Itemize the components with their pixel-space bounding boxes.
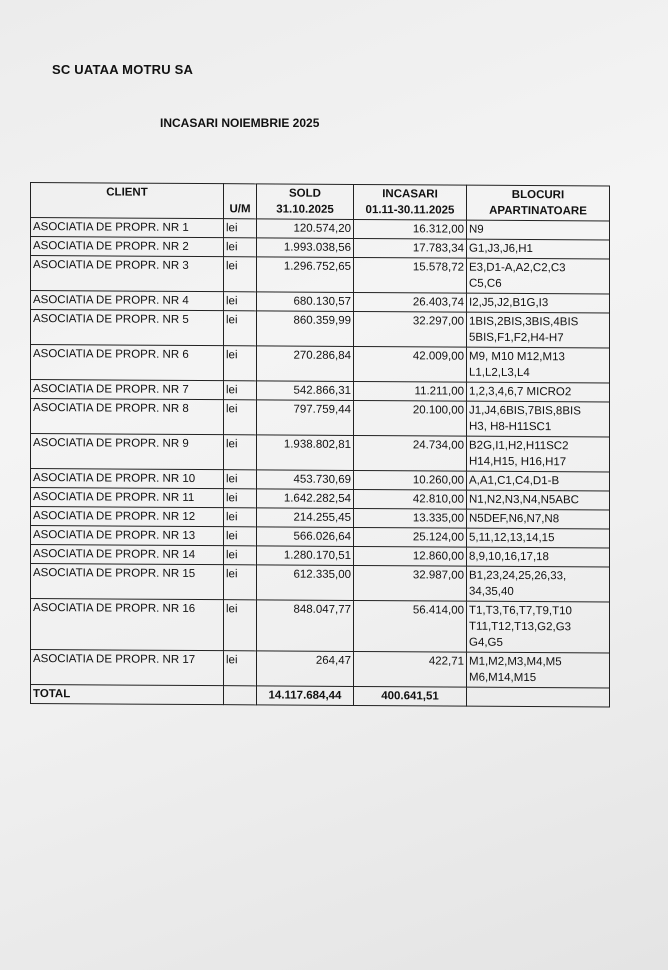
client-cell: ASOCIATIA DE PROPR. NR 7 xyxy=(31,380,224,400)
header-sold-line2: 31.10.2025 xyxy=(276,203,334,216)
blocuri-line: N1,N2,N3,N4,N5ABC xyxy=(469,493,579,507)
blocuri-cell xyxy=(467,490,610,510)
incasari-cell: 16.312,00 xyxy=(354,219,467,239)
sold-cell: 1.296.752,65 xyxy=(257,257,354,293)
total-row xyxy=(31,685,610,708)
table-row xyxy=(31,310,610,349)
blocuri-line: B1,23,24,25,26,33, xyxy=(469,569,567,583)
blocuri-line: C5,C6 xyxy=(469,277,502,290)
blocuri-line: M9, M10 M12,M13 xyxy=(469,350,565,364)
total-incasari: 400.641,51 xyxy=(354,686,467,706)
sold-cell: 612.335,00 xyxy=(257,565,354,601)
blocuri-cell xyxy=(467,293,610,313)
payments-table xyxy=(30,182,610,708)
sold-cell: 542.866,31 xyxy=(257,381,354,401)
blocuri-line: H3, H8-H11SC1 xyxy=(469,420,552,434)
blocuri-line: N5DEF,N6,N7,N8 xyxy=(469,512,560,526)
client-cell: ASOCIATIA DE PROPR. NR 15 xyxy=(31,564,224,600)
blocuri-cell xyxy=(467,239,610,259)
sold-cell: 566.026,64 xyxy=(257,527,354,547)
client-cell: ASOCIATIA DE PROPR. NR 1 xyxy=(31,218,224,238)
header-incasari-line1: INCASARI xyxy=(382,188,438,201)
incasari-cell: 25.124,00 xyxy=(354,527,467,547)
um-cell: lei xyxy=(224,546,257,565)
incasari-cell: 20.100,00 xyxy=(354,400,467,436)
um-cell: lei xyxy=(224,600,257,651)
sold-cell: 120.574,20 xyxy=(257,219,354,239)
table-row xyxy=(31,434,610,473)
incasari-cell: 422,71 xyxy=(354,651,467,687)
blocuri-line: M6,M14,M15 xyxy=(469,671,537,685)
sold-cell: 860.359,99 xyxy=(257,311,354,347)
incasari-cell: 11.211,00 xyxy=(354,381,467,401)
header-blocuri xyxy=(467,185,610,221)
blocuri-line: G1,J3,J6,H1 xyxy=(469,242,533,256)
blocuri-line: A,A1,C1,C4,D1-B xyxy=(469,474,560,488)
um-cell: lei xyxy=(224,400,257,435)
blocuri-line: N9 xyxy=(469,223,484,236)
header-client: CLIENT xyxy=(31,183,224,219)
blocuri-cell xyxy=(467,312,610,348)
blocuri-line: 1BIS,2BIS,3BIS,4BIS xyxy=(469,315,579,329)
table-row xyxy=(31,345,610,384)
table-row xyxy=(31,599,610,654)
client-cell: ASOCIATIA DE PROPR. NR 10 xyxy=(31,469,224,489)
sold-cell: 1.280.170,51 xyxy=(257,546,354,566)
blocuri-line: 1,2,3,4,6,7 MICRO2 xyxy=(469,385,572,399)
client-cell: ASOCIATIA DE PROPR. NR 16 xyxy=(31,599,224,651)
blocuri-cell xyxy=(467,401,610,437)
um-cell: lei xyxy=(224,527,257,546)
blocuri-cell xyxy=(467,566,610,602)
incasari-cell: 10.260,00 xyxy=(354,470,467,490)
total-um-cell xyxy=(224,686,257,705)
blocuri-line: 5BIS,F1,F2,H4-H7 xyxy=(469,331,564,345)
incasari-cell: 15.578,72 xyxy=(354,257,467,293)
sold-cell: 264,47 xyxy=(257,651,354,687)
blocuri-cell xyxy=(467,652,610,688)
table-row xyxy=(31,564,610,603)
blocuri-cell xyxy=(467,220,610,240)
incasari-cell: 12.860,00 xyxy=(354,546,467,566)
blocuri-line: G4,G5 xyxy=(469,636,503,649)
client-cell: ASOCIATIA DE PROPR. NR 12 xyxy=(31,507,224,527)
incasari-cell: 24.734,00 xyxy=(354,435,467,471)
sold-cell: 1.938.802,81 xyxy=(257,435,354,471)
header-sold xyxy=(257,184,354,220)
sold-cell: 1.642.282,54 xyxy=(257,489,354,509)
blocuri-line: T1,T3,T6,T7,T9,T10 xyxy=(469,604,572,618)
blocuri-line: E3,D1-A,A2,C2,C3 xyxy=(469,261,566,275)
table-header-row xyxy=(31,183,610,222)
um-cell: lei xyxy=(224,292,257,311)
table-row xyxy=(31,650,610,689)
client-cell: ASOCIATIA DE PROPR. NR 14 xyxy=(31,545,224,565)
blocuri-cell xyxy=(467,347,610,383)
blocuri-line: T11,T12,T13,G2,G3 xyxy=(469,620,572,634)
um-cell: lei xyxy=(224,219,257,238)
company-name: SC UATAA MOTRU SA xyxy=(52,62,194,77)
client-cell: ASOCIATIA DE PROPR. NR 6 xyxy=(31,345,224,381)
blocuri-cell xyxy=(467,258,610,294)
incasari-cell: 42.810,00 xyxy=(354,489,467,509)
document-title: INCASARI NOIEMBRIE 2025 xyxy=(160,116,320,130)
incasari-cell: 56.414,00 xyxy=(354,600,467,652)
blocuri-line: H14,H15, H16,H17 xyxy=(469,455,567,469)
header-incasari-line2: 01.11-30.11.2025 xyxy=(365,204,455,217)
incasari-cell: 17.783,34 xyxy=(354,238,467,258)
header-blocuri-line1: BLOCURI xyxy=(511,188,565,202)
incasari-cell: 32.987,00 xyxy=(354,565,467,601)
client-cell: ASOCIATIA DE PROPR. NR 17 xyxy=(31,650,224,686)
incasari-cell: 42.009,00 xyxy=(354,346,467,382)
sold-cell: 848.047,77 xyxy=(257,600,354,652)
total-sold: 14.117.684,44 xyxy=(257,686,354,706)
total-label: TOTAL xyxy=(31,685,224,705)
blocuri-line: 8,9,10,16,17,18 xyxy=(469,550,549,564)
table-row xyxy=(31,256,610,295)
um-cell: lei xyxy=(224,489,257,508)
blocuri-line: 5,11,12,13,14,15 xyxy=(469,531,555,545)
incasari-cell: 32.297,00 xyxy=(354,311,467,347)
um-cell: lei xyxy=(224,238,257,257)
client-cell: ASOCIATIA DE PROPR. NR 9 xyxy=(31,434,224,470)
header-um: U/M xyxy=(224,184,257,219)
blocuri-line: 34,35,40 xyxy=(469,585,514,598)
client-cell: ASOCIATIA DE PROPR. NR 11 xyxy=(31,488,224,508)
blocuri-cell xyxy=(467,382,610,402)
sold-cell: 680.130,57 xyxy=(257,292,354,312)
um-cell: lei xyxy=(224,470,257,489)
um-cell: lei xyxy=(224,565,257,600)
blocuri-cell xyxy=(467,436,610,472)
um-cell: lei xyxy=(224,381,257,400)
blocuri-line: B2G,I1,H2,H11SC2 xyxy=(469,439,569,453)
sold-cell: 214.255,45 xyxy=(257,508,354,528)
sold-cell: 270.286,84 xyxy=(257,346,354,382)
sold-cell: 453.730,69 xyxy=(257,470,354,490)
table-row xyxy=(31,399,610,438)
client-cell: ASOCIATIA DE PROPR. NR 3 xyxy=(31,256,224,292)
um-cell: lei xyxy=(224,346,257,381)
sold-cell: 797.759,44 xyxy=(257,400,354,436)
blocuri-cell xyxy=(467,601,610,653)
blocuri-line: L1,L2,L3,L4 xyxy=(469,366,530,380)
sold-cell: 1.993.038,56 xyxy=(257,238,354,258)
incasari-cell: 26.403,74 xyxy=(354,292,467,312)
blocuri-line: I2,J5,J2,B1G,I3 xyxy=(469,296,549,310)
client-cell: ASOCIATIA DE PROPR. NR 4 xyxy=(31,291,224,311)
um-cell: lei xyxy=(224,257,257,292)
client-cell: ASOCIATIA DE PROPR. NR 2 xyxy=(31,237,224,257)
um-cell: lei xyxy=(224,311,257,346)
client-cell: ASOCIATIA DE PROPR. NR 13 xyxy=(31,526,224,546)
blocuri-cell xyxy=(467,471,610,491)
blocuri-line: M1,M2,M3,M4,M5 xyxy=(469,655,562,669)
blocuri-cell xyxy=(467,547,610,567)
client-cell: ASOCIATIA DE PROPR. NR 5 xyxy=(31,310,224,346)
blocuri-cell xyxy=(467,509,610,529)
um-cell: lei xyxy=(224,435,257,470)
incasari-cell: 13.335,00 xyxy=(354,508,467,528)
header-blocuri-line2: APARTINATOARE xyxy=(489,204,587,218)
blocuri-cell xyxy=(467,528,610,548)
total-blocuri-cell xyxy=(467,687,610,707)
header-incasari xyxy=(354,184,467,220)
header-sold-line1: SOLD xyxy=(289,187,321,200)
um-cell: lei xyxy=(224,508,257,527)
blocuri-line: J1,J4,6BIS,7BIS,8BIS xyxy=(469,404,581,418)
client-cell: ASOCIATIA DE PROPR. NR 8 xyxy=(31,399,224,435)
um-cell: lei xyxy=(224,651,257,686)
